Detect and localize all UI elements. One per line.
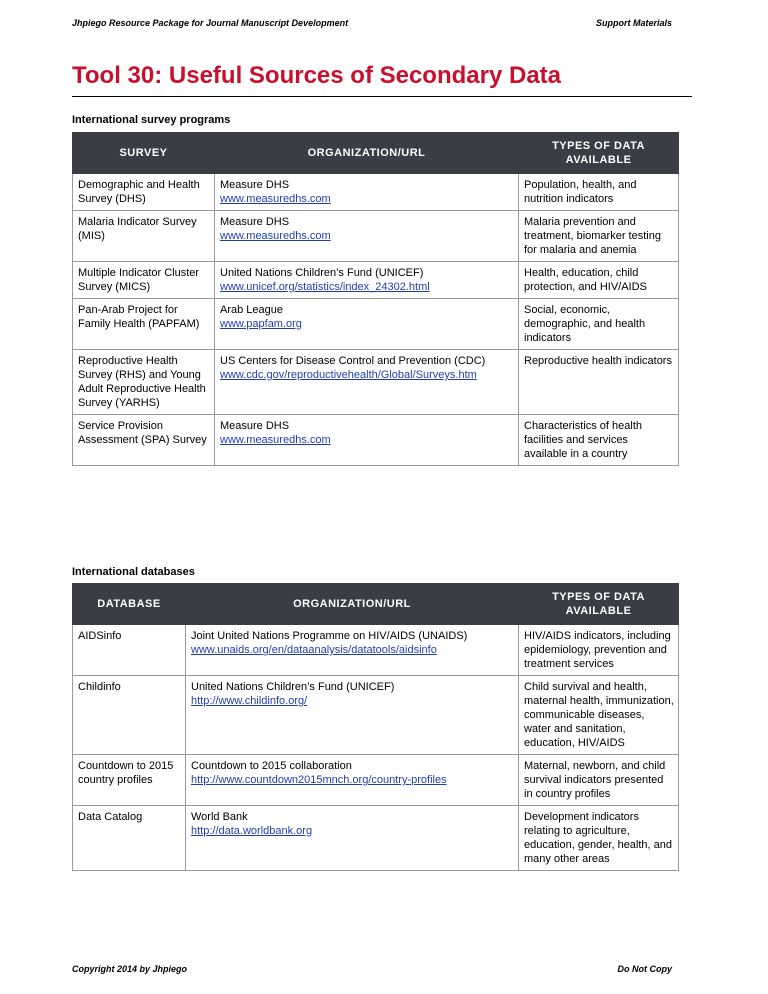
database-section-heading: International databases <box>72 566 195 578</box>
table-row <box>73 806 679 871</box>
data-types-cell: Child survival and health, maternal health, immunization, communicable diseases, water and sanitation, education, HIV/AIDS <box>519 676 679 755</box>
url-link[interactable]: www.unicef.org/statistics/index_24302.html <box>220 281 430 293</box>
org-url-cell <box>215 262 519 299</box>
data-types-cell: Reproductive health indicators <box>519 350 679 415</box>
data-types-cell: Development indicators relating to agriculture, education, gender, health, and many other areas <box>519 806 679 871</box>
org-url-cell <box>186 625 519 676</box>
url-link[interactable]: www.measuredhs.com <box>220 230 331 242</box>
url-link[interactable]: http://www.childinfo.org/ <box>191 695 308 707</box>
url-link[interactable]: http://data.worldbank.org <box>191 825 313 837</box>
survey-name-cell: Malaria Indicator Survey (MIS) <box>73 211 215 262</box>
table-row <box>73 676 679 755</box>
organization-name: United Nations Children’s Fund (UNICEF) <box>220 267 424 279</box>
org-url-cell <box>215 415 519 466</box>
survey-table-header <box>73 133 679 174</box>
organization-name: Joint United Nations Programme on HIV/AIDS (UNAIDS) <box>191 630 468 642</box>
url-link[interactable]: http://www.countdown2015mnch.org/country-profiles <box>191 774 447 786</box>
organization-name: US Centers for Disease Control and Prevention (CDC) <box>220 355 486 367</box>
data-types-cell: HIV/AIDS indicators, including epidemiology, prevention and treatment services <box>519 625 679 676</box>
data-types-cell: Population, health, and nutrition indicators <box>519 174 679 211</box>
title-rule <box>72 96 692 97</box>
header-left: Jhpiego Resource Package for Journal Manuscript Development <box>72 18 349 28</box>
data-types-cell: Maternal, newborn, and child survival indicators presented in country profiles <box>519 755 679 806</box>
table-row <box>73 299 679 350</box>
database-table <box>72 583 679 871</box>
table-row <box>73 211 679 262</box>
data-types-cell: Social, economic, demographic, and health indicators <box>519 299 679 350</box>
col-header-survey: SURVEY <box>73 133 215 174</box>
database-table-header <box>73 584 679 625</box>
survey-name-cell: Service Provision Assessment (SPA) Survey <box>73 415 215 466</box>
database-name-cell: AIDSinfo <box>73 625 186 676</box>
database-name-cell: Data Catalog <box>73 806 186 871</box>
col-header-database: DATABASE <box>73 584 186 625</box>
survey-table <box>72 132 679 466</box>
org-url-cell <box>186 755 519 806</box>
footer-right: Do Not Copy <box>617 964 672 974</box>
survey-name-cell: Pan-Arab Project for Family Health (PAPFAM) <box>73 299 215 350</box>
col-header-org: ORGANIZATION/URL <box>186 584 519 625</box>
survey-name-cell: Multiple Indicator Cluster Survey (MICS) <box>73 262 215 299</box>
database-name-cell: Childinfo <box>73 676 186 755</box>
table-row <box>73 415 679 466</box>
organization-name: Countdown to 2015 collaboration <box>191 760 352 772</box>
org-url-cell <box>215 350 519 415</box>
table-row <box>73 262 679 299</box>
table-row <box>73 350 679 415</box>
col-header-org: ORGANIZATION/URL <box>215 133 519 174</box>
page-title: Tool 30: Useful Sources of Secondary Data <box>72 62 562 89</box>
url-link[interactable]: www.cdc.gov/reproductivehealth/Global/Surveys.htm <box>220 369 477 381</box>
organization-name: Measure DHS <box>220 179 290 191</box>
org-url-cell <box>215 211 519 262</box>
footer-left: Copyright 2014 by Jhpiego <box>72 964 188 974</box>
col-header-types: TYPES OF DATA AVAILABLE <box>519 133 679 174</box>
data-types-cell: Health, education, child protection, and HIV/AIDS <box>519 262 679 299</box>
survey-name-cell: Reproductive Health Survey (RHS) and Young Adult Reproductive Health Survey (YARHS) <box>73 350 215 415</box>
url-link[interactable]: www.unaids.org/en/dataanalysis/datatools/aidsinfo <box>191 644 437 656</box>
org-url-cell <box>186 806 519 871</box>
survey-name-cell: Demographic and Health Survey (DHS) <box>73 174 215 211</box>
database-name-cell: Countdown to 2015 country profiles <box>73 755 186 806</box>
organization-name: United Nations Children’s Fund (UNICEF) <box>191 681 395 693</box>
header-right: Support Materials <box>595 18 672 28</box>
url-link[interactable]: www.measuredhs.com <box>220 193 331 205</box>
data-types-cell: Malaria prevention and treatment, biomarker testing for malaria and anemia <box>519 211 679 262</box>
organization-name: Arab League <box>220 304 283 316</box>
col-header-types: TYPES OF DATA AVAILABLE <box>519 584 679 625</box>
table-row <box>73 625 679 676</box>
organization-name: Measure DHS <box>220 420 290 432</box>
table-row <box>73 755 679 806</box>
data-types-cell: Characteristics of health facilities and services available in a country <box>519 415 679 466</box>
survey-section-heading: International survey programs <box>72 114 231 126</box>
org-url-cell <box>215 299 519 350</box>
org-url-cell <box>215 174 519 211</box>
url-link[interactable]: www.measuredhs.com <box>220 434 331 446</box>
table-row <box>73 174 679 211</box>
url-link[interactable]: www.papfam.org <box>220 318 302 330</box>
organization-name: World Bank <box>191 811 248 823</box>
organization-name: Measure DHS <box>220 216 290 228</box>
org-url-cell <box>186 676 519 755</box>
